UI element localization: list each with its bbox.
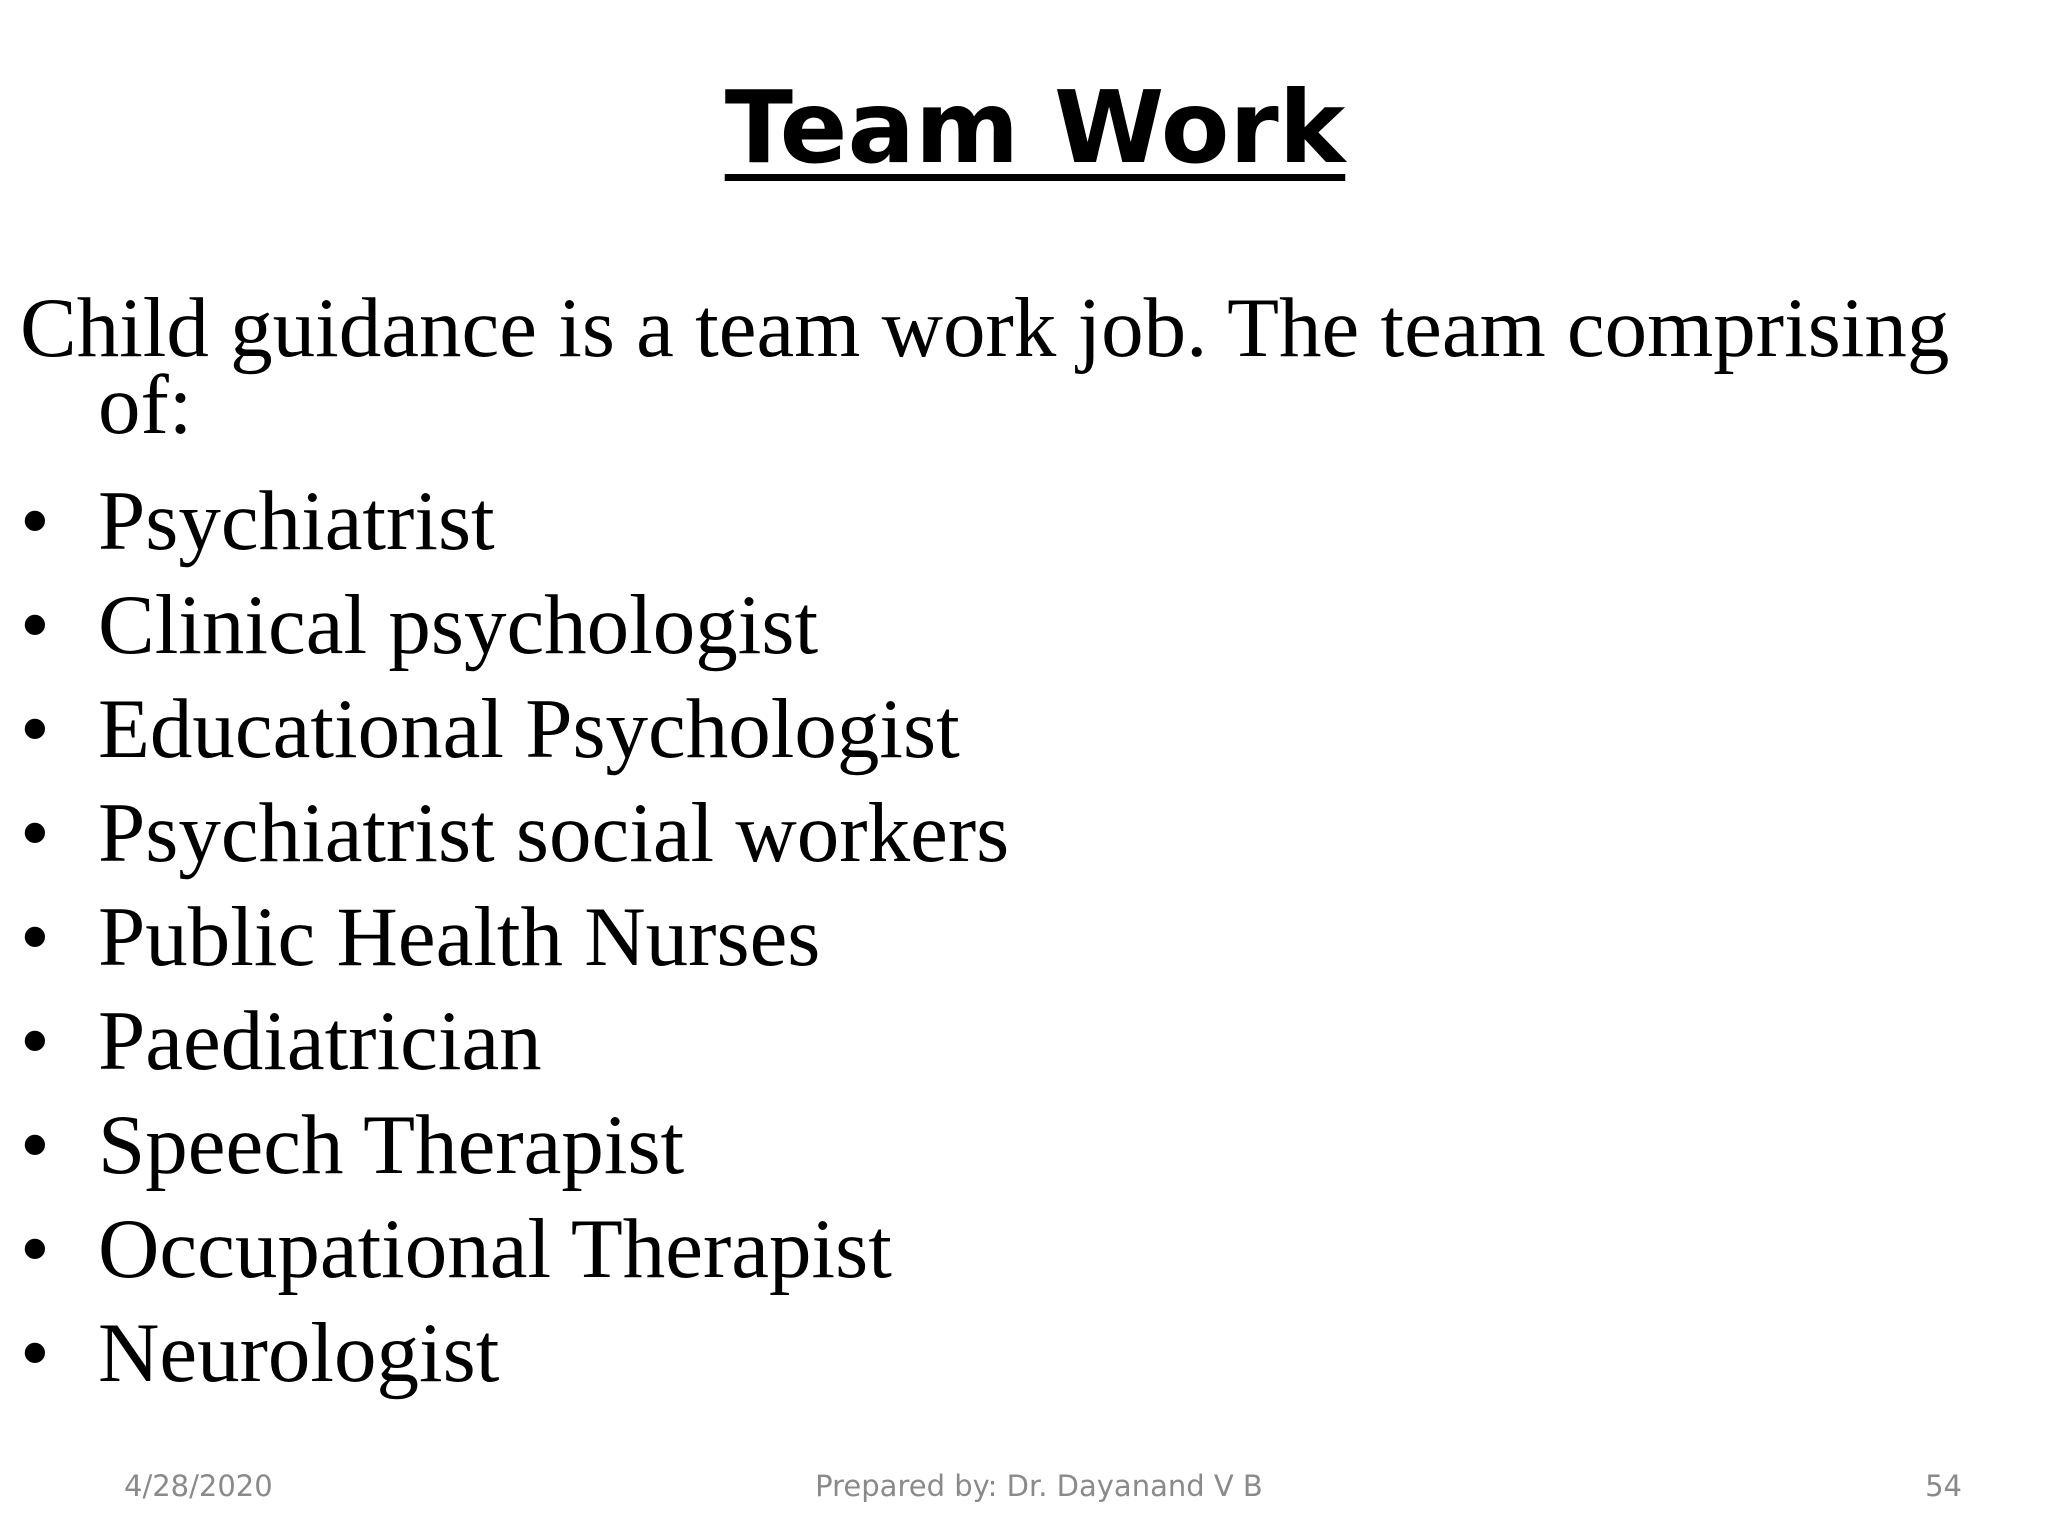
list-item xyxy=(20,469,2020,573)
list-item-text: Occupational Therapist xyxy=(98,1202,892,1296)
list-item xyxy=(20,1093,2020,1197)
footer-date: 4/28/2020 xyxy=(124,1469,273,1503)
list-item-text: Clinical psychologist xyxy=(98,578,819,672)
bullet-icon: • xyxy=(20,682,50,776)
intro-text: Child guidance is a team work job. The team comprising of: xyxy=(20,281,1950,452)
slide-number: 54 xyxy=(1925,1469,1962,1503)
bullet-icon: • xyxy=(20,890,50,984)
list-item xyxy=(20,573,2020,677)
list-item-text: Psychiatrist social workers xyxy=(98,786,1010,880)
list-item xyxy=(20,1197,2020,1301)
list-item-text: Paediatrician xyxy=(98,994,542,1088)
footer-author: Prepared by: Dr. Dayanand V B xyxy=(815,1469,1263,1503)
list-item-text: Neurologist xyxy=(98,1306,500,1400)
list-item-text: Public Health Nurses xyxy=(98,890,821,984)
list-item xyxy=(20,1301,2020,1405)
list-item-text: Speech Therapist xyxy=(98,1098,685,1192)
list-item xyxy=(20,989,2020,1093)
bullet-icon: • xyxy=(20,1202,50,1296)
list-item xyxy=(20,781,2020,885)
list-item-text: Psychiatrist xyxy=(98,474,495,568)
list-item xyxy=(20,885,2020,989)
slide-body xyxy=(20,281,2020,1405)
bullet-icon: • xyxy=(20,474,50,568)
team-list xyxy=(20,469,2020,1405)
list-item xyxy=(20,677,2020,781)
slide-title-text: Team Work xyxy=(724,69,1346,186)
bullet-icon: • xyxy=(20,786,50,880)
bullet-icon: • xyxy=(20,1098,50,1192)
list-item-text: Educational Psychologist xyxy=(98,682,960,776)
bullet-icon: • xyxy=(20,994,50,1088)
slide-title xyxy=(0,68,2048,188)
bullet-icon: • xyxy=(20,578,50,672)
bullet-icon: • xyxy=(20,1306,50,1400)
